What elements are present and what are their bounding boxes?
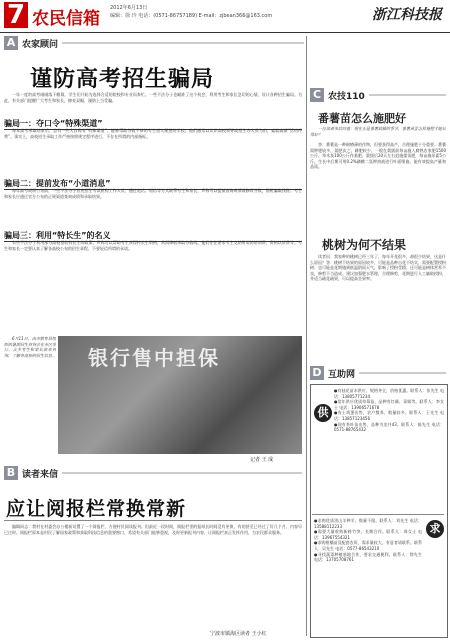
- photo-banner-text: 银行售中担保: [88, 346, 220, 370]
- qa-intro-1: 一位读者来信问道：现在正是番薯栽插的季节，番薯苗要怎样施肥才能长得好？: [310, 126, 446, 137]
- badge-letter: B: [4, 466, 18, 480]
- badge-letter: D: [310, 366, 324, 380]
- qa-title-2: 桃树为何不结果: [322, 238, 407, 252]
- badge-rule: [62, 472, 302, 474]
- article-lead: 一年一度的高考刚刚落下帷幕，学生们开始为选择合适的院校和专业而奔忙。一些不法分子也瞄准了这个机会，利用考生和家长急切的心情，设计各种招生骗局。为此，有关部门提醒广大考生和家长，擦亮双眼，谨防上当受骗。: [4, 92, 302, 103]
- subheading-2: 骗局二：提前发布“小道消息”: [4, 178, 302, 190]
- badge-label: 农技110: [328, 91, 365, 102]
- supply-list: [334, 388, 444, 433]
- qa-body-2: 读者问：我家种的桃树已经三年了，每年开花很多，却很少结果，这是什么原因？答：桃树不结果的原因较多，可能是品种自花不结实，需要配置授粉树；也可能是花期遇到低温阴雨天气，影响了授粉受精；还可能是树体营养不良，修剪不当造成。建议加强肥水管理，合理修剪，花期进行人工辅助授粉，并适当疏花疏果，可以提高坐果率。: [310, 254, 446, 282]
- badge-label: 互助网: [328, 369, 356, 380]
- editor: 编辑：徐 玲: [110, 13, 137, 19]
- divider: [312, 514, 444, 515]
- section-title: 农民信箱: [32, 9, 100, 29]
- list-item: ●求购柑橘苗及配套农资，需求量较大，有意者请联系。联系人：吴先生 电话：0577-86543210: [314, 540, 422, 551]
- email: E-mail：zjbean366@163.com: [198, 13, 273, 19]
- newspaper-logo: 浙江科技报: [372, 7, 442, 23]
- list-item: ●现有茶叶苗出售，品种为龙井43。联系人：陈先生 电话：0571-88765432: [334, 421, 444, 433]
- section-badge-b: [4, 466, 302, 480]
- divider: [4, 520, 302, 521]
- issue-date: 2012年6月13日: [110, 5, 148, 11]
- list-item: ●需要大量收购新鲜竹笋，长期合作。联系人：周女士 电话：13967554321: [314, 529, 422, 540]
- letter-body: 编辑同志：我村在村委会办公楼前设置了一个阅报栏，方便村民阅读报刊。但最近一段时间，阅报栏里的报纸长时间没有更换，有的甚至已经过了好几个月，内容早已过时。阅报栏原本是村民了解国家政策和获取科技信息的重要窗口，希望有关部门能够重视，及时更新报刊内容，让阅报栏真正发挥作用，为农民群众服务。: [4, 524, 302, 535]
- article-title: 应让阅报栏常换常新: [6, 498, 187, 520]
- letter-signature: 宁波市镇海区读者 王小红: [210, 631, 267, 637]
- photo-caption: 6月11日，由市教育局组织的暑期招生咨询会在市区举行，众多考生和家长前来咨询，了解各高校的招生信息。: [4, 336, 56, 358]
- header-info: [110, 4, 272, 20]
- badge-rule: [62, 42, 304, 44]
- article-title: 谨防高考招生骗局: [30, 67, 215, 92]
- news-photo: [58, 336, 302, 454]
- badge-label: 读者来信: [22, 469, 59, 480]
- paragraph-1: 每年高考录取结束后，总有一些人自称有“特殊渠道”，能够帮助分数不够的考生进入理想的学校。他们通常以认识高校领导或招生办人员为由，索取高额“活动经费”。事实上，高校招生录取工作严格按照规定程序进行，不存在所谓的内部指标。: [4, 128, 302, 139]
- phone: 电话：(0571-86757189): [138, 13, 198, 19]
- page-number: 7: [4, 2, 28, 28]
- demand-list: [314, 518, 422, 563]
- list-item: ●常年供应优质草莓苗，品种有红颜、章姬等。联系人：李女士 电话：13906571678: [334, 399, 444, 410]
- section-badge-a: [4, 36, 304, 50]
- column-divider: [306, 36, 307, 636]
- badge-letter: A: [4, 36, 18, 50]
- badge-label: 农家顾问: [22, 39, 59, 50]
- subheading-3: 骗局三：利用“特长生”的名义: [4, 230, 302, 242]
- badge-rule: [369, 94, 446, 96]
- paragraph-2: 每年高考成绩公布前，一些不法分子冒充招生考试机构工作人员，通过电话、短信等方式联系考生和家长，声称可以提前查询成绩或修改分数，借机骗取钱财。考生和家长应通过官方公布的正规渠道查询成绩和录取结果。: [4, 188, 302, 199]
- subheading-1: 骗局一：夺口令“特殊渠道”: [4, 118, 302, 130]
- list-item: ●有桂花苗木供应，规格齐全，价格优惠。联系人：张先生 电话：13805771234: [334, 388, 444, 399]
- list-item: ●求购优质黑山羊种羊，数量不限。联系人：刘先生 电话：13588112233: [314, 518, 422, 529]
- paragraph-3: 有些不法分子利用部分高校招收特长生的政策，声称可以帮助考生获得特长生资格，从而降低录取分数线。他们往往要求考生交纳所谓的培训费、资格认证费等。考生和家长一定要认真了解各高校公布的招生章程，不要轻信所谓的承诺。: [4, 240, 302, 251]
- section-badge-c: [310, 88, 446, 102]
- badge-rule: [359, 372, 446, 374]
- section-badge-d: [310, 366, 446, 380]
- list-item: ●寻找蔬菜种植基地合作，要求交通便利。联系人：徐先生 电话：13705708761: [314, 551, 422, 563]
- list-item: ●有土鸡蛋出售，农户散养，数量较多。联系人：王先生 电话：13857123456: [334, 410, 444, 421]
- qa-body-1: 答：番薯是一种耐瘠薄的作物，但要获得高产，合理施肥十分重要。番薯需钾肥较多，氮肥次之，磷肥较少。一般在栽插前每亩施入腐熟农家肥1500公斤、草木灰100公斤作基肥。栽插后20天左右追施提苗肥，每亩施尿素5公斤。生长中后期可用0.2%磷酸二氢钾溶液进行叶面喷施，能有效提高产量和品质。: [310, 142, 446, 170]
- byline: 记者 王 成: [250, 457, 274, 463]
- page-header: [0, 0, 450, 33]
- demand-icon: 求: [426, 520, 444, 538]
- badge-letter: C: [310, 88, 324, 102]
- qa-title-1: 番薯苗怎么施肥好: [318, 112, 406, 125]
- supply-icon: 供: [314, 404, 332, 422]
